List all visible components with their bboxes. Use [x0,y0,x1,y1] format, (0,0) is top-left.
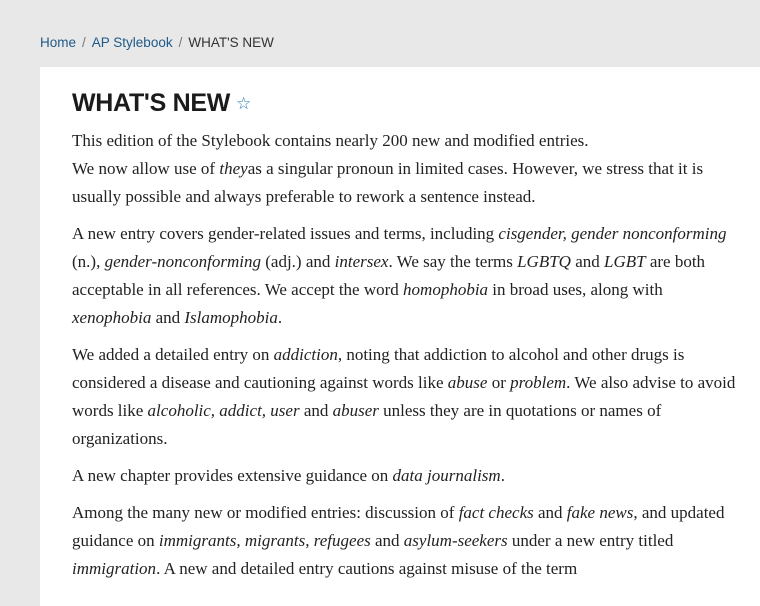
article-paragraph [72,127,744,211]
italic-term: gender-nonconforming [104,252,261,271]
article-paragraph [72,341,744,453]
paragraph-text: and [533,503,567,522]
italic-term: homophobia [403,280,489,299]
paragraph-text: in broad uses, along with [488,280,663,299]
italic-term: Islamophobia [184,308,278,327]
breadcrumb-separator: / [178,35,183,50]
breadcrumb-home-link[interactable]: Home [40,35,77,50]
italic-term: LGBTQ [517,252,571,271]
paragraph-text: A new chapter provides extensive guidance on [72,466,393,485]
italic-term: abuser [332,401,379,420]
article-paragraph [72,220,744,332]
paragraph-text: and [299,401,333,420]
article-paragraph [72,499,744,583]
article-card [40,67,760,606]
italic-term: immigration [72,559,157,578]
italic-term: immigrants, migrants, refugees [158,531,371,550]
paragraph-text: . We also advise to avoid words like [72,373,736,420]
italic-term: alcoholic, addict, user [147,401,300,420]
paragraph-text: and [151,308,185,327]
paragraph-text: , noting that addiction to alcohol and other drugs is considered a disease and cautioning against words like [72,345,685,392]
paragraph-text: . [277,308,283,327]
italic-term: cisgender, gender nonconforming [498,224,727,243]
paragraph-text: (n.), [72,252,105,271]
star-outline-icon[interactable]: ☆ [236,94,252,113]
breadcrumb-separator: / [82,35,86,50]
breadcrumb-current: WHAT'S NEW [188,35,274,50]
breadcrumb-stylebook-link[interactable]: AP Stylebook [91,35,173,50]
italic-term: they [219,159,248,178]
paragraph-text: are both acceptable in all references. We accept the word [72,252,706,299]
italic-term: problem [510,373,567,392]
paragraph-text: We added a detailed entry on [72,345,274,364]
paragraph-text: . We say the terms [388,252,518,271]
paragraph-text: (adj.) and [261,252,335,271]
italic-term: intersex [334,252,389,271]
paragraph-text: Among the many new or modified entries: discussion of [72,503,459,522]
paragraph-text: A new entry covers gender-related issues and terms, including [72,224,499,243]
paragraph-text: We now allow use of [72,159,220,178]
italic-term: xenophobia [72,308,152,327]
italic-term: abuse [447,373,488,392]
article-body [72,127,744,592]
italic-term: fake news [566,503,634,522]
italic-term: asylum-seekers [403,531,508,550]
paragraph-text: unless they are in quotations or names of organizations. [72,401,662,448]
italic-term: addiction [273,345,338,364]
paragraph-text: and [370,531,404,550]
breadcrumb [40,35,274,50]
paragraph-text: . A new and detailed entry cautions against misuse of the term [156,559,578,578]
paragraph-text: . [500,466,505,485]
title-row [72,89,251,118]
italic-term: LGBT [604,252,646,271]
page-title: WHAT'S NEW [72,89,231,117]
italic-term: fact checks [458,503,534,522]
paragraph-text: , and updated guidance on [72,503,725,550]
paragraph-text: and [570,252,604,271]
italic-term: data journalism [392,466,501,485]
paragraph-text: This edition of the Stylebook contains nearly 200 new and modified entries. [72,131,589,150]
paragraph-text: under a new entry titled [507,531,674,550]
paragraph-text: as a singular pronoun in limited cases. However, we stress that it is usually possible and always preferable to rework a sentence instead. [72,159,704,206]
article-paragraph [72,462,744,490]
paragraph-text: or [487,373,511,392]
